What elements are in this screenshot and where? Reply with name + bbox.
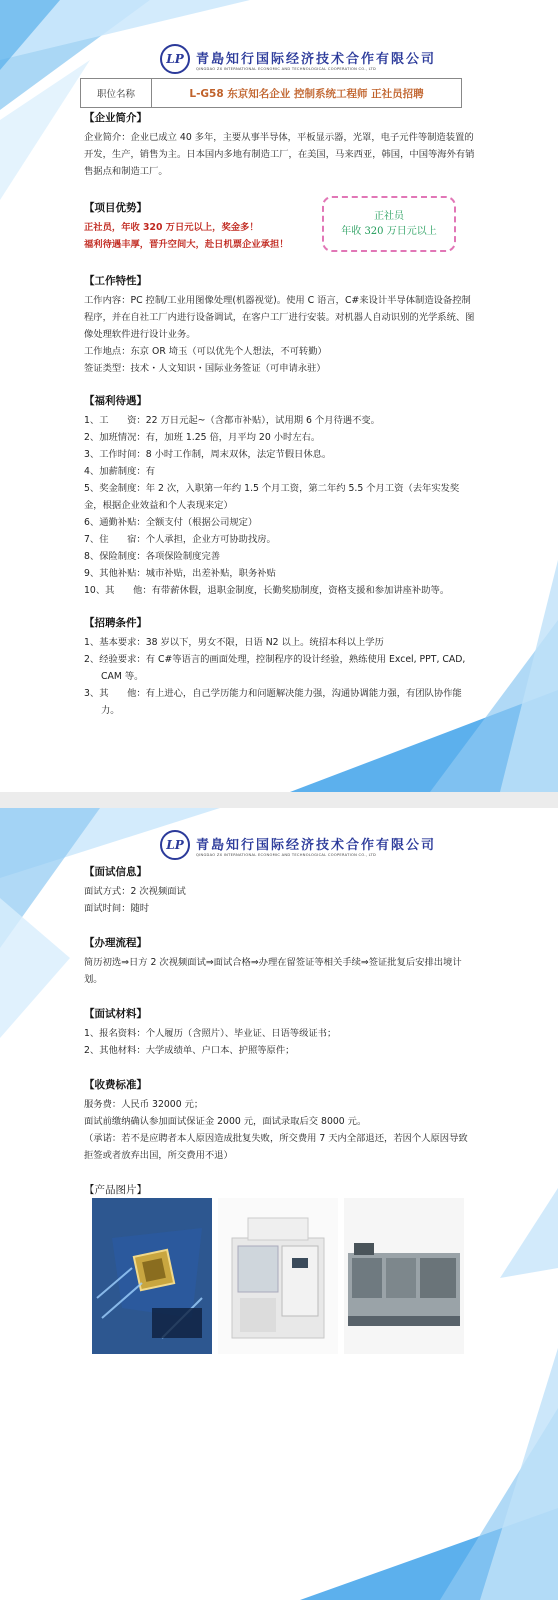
logo-mark: LP	[160, 44, 190, 74]
welfare-heading: 【福利待遇】	[84, 395, 147, 407]
process-text: 简历初选⇒日方 2 次视频面试⇒面试合格⇒办理在留签证等相关手续⇒签证批复后安排出境计划。	[84, 957, 462, 985]
materials-heading: 【面试材料】	[84, 1008, 147, 1020]
interview-time: 面试时间：随时	[84, 903, 150, 914]
page2-content	[84, 864, 476, 1201]
work-content: 工作内容：PC 控制/工业用图像处理(机器视觉)。使用 C 语言，C#来设计半导体制造设备控制程序，并在自社工厂内进行设备调试，在客户工厂进行安装。对机器人自动识别的光学系统、图像处理软件进行设计业务。	[84, 295, 475, 340]
welfare-item: 9、其他补贴：城市补贴，出差补贴，职务补贴	[84, 568, 276, 579]
stamp-line-2: 年收 320 万日元以上	[341, 226, 437, 237]
requirement-item: 3、其 他：有上进心，自己学历能力和问题解决能力强，沟通协调能力强，有团队协作能力。	[84, 688, 462, 716]
welfare-item: 10、其 他：有带薪休假，退职金制度，长勤奖励制度，资格支援和参加讲座补助等。	[84, 585, 450, 596]
company-name-cn: 青島知行国际经济技术合作有限公司	[196, 837, 437, 853]
company-name-en: QINGDAO ZX INTERNATIONAL ECONOMIC AND TECHNOLOGICAL COOPERATION CO., LTD	[196, 852, 377, 857]
company-name-en: QINGDAO ZX INTERNATIONAL ECONOMIC AND TECHNOLOGICAL COOPERATION CO., LTD	[196, 66, 377, 71]
company-logo	[160, 830, 436, 860]
work-location: 工作地点：东京 OR 埼玉（可以优先个人想法，不可转勤）	[84, 346, 327, 357]
product-photo-chip	[92, 1198, 212, 1354]
company-heading: 【企业简介】	[84, 112, 147, 124]
company-text: 企业简介：企业已成立 40 多年，主要从事半导体，平板显示器，光罩，电子元件等制造装置的开发，生产，销售为主。日本国内多地有制造工厂，在美国，马来西亚，韩国，中国等海外有销售据点和制造工厂。	[84, 132, 475, 177]
welfare-item: 8、保险制度：各项保险制度完善	[84, 551, 221, 562]
welfare-item: 1、工 资：22 万日元起~（含都市补贴），试用期 6 个月待遇不变。	[84, 415, 380, 426]
company-name-cn: 青島知行国际经济技术合作有限公司	[196, 51, 437, 67]
requirements-list	[84, 634, 476, 719]
product-photo-production-line	[344, 1198, 464, 1354]
welfare-item: 4、加薪制度：有	[84, 466, 155, 477]
products-heading: 【产品图片】	[84, 1184, 147, 1196]
fees-promise: （承诺：若不是应聘者本人原因造成批复失败，所交费用 7 天内全部退还，若因个人原因导致拒签或者放弃出国，所交费用不退）	[84, 1133, 468, 1161]
job-title: L-G58 东京知名企业 控制系统工程师 正社员招聘	[189, 87, 424, 100]
welfare-item: 7、住 宿：个人承担，企业方可协助找房。	[84, 534, 276, 545]
interview-method: 面试方式：2 次视频面试	[84, 886, 186, 897]
material-item: 1、报名资料：个人履历（含照片）、毕业证、日语等级证书；	[84, 1028, 337, 1039]
logo-mark: LP	[160, 830, 190, 860]
welfare-item: 3、工作时间：8 小时工作制，周末双休，法定节假日休息。	[84, 449, 332, 460]
material-item: 2、其他材料：大学成绩单、户口本、护照等原件；	[84, 1045, 295, 1056]
company-logo	[160, 44, 436, 74]
advantage-line-1: 正社员，年收 320 万日元以上，奖金多！	[84, 222, 259, 233]
work-visa: 签证类型：技术・人文知识・国际业务签证（可申请永驻）	[84, 363, 326, 374]
job-label: 职位名称	[81, 79, 152, 107]
advantage-line-2: 福利待遇丰厚，晋升空间大，赴日机票企业承担！	[84, 239, 289, 250]
product-photo-machine-white	[218, 1198, 338, 1354]
requirements-heading: 【招聘条件】	[84, 617, 147, 629]
interview-heading: 【面试信息】	[84, 866, 147, 878]
page-1	[0, 0, 558, 792]
requirement-item: 2、经验要求：有 C#等语言的画面处理，控制程序的设计经验，熟练使用 Excel, PPT, CAD, CAM 等。	[84, 654, 466, 682]
welfare-item: 6、通勤补贴：全额支付（根据公司规定）	[84, 517, 258, 528]
product-photos	[92, 1198, 464, 1354]
requirement-item: 1、基本要求：38 岁以下，男女不限，日语 N2 以上。统招本科以上学历	[84, 637, 384, 648]
page-separator	[0, 792, 558, 808]
fees-service: 服务费：人民币 32000 元；	[84, 1099, 204, 1110]
advantage-heading: 【项目优势】	[84, 202, 147, 214]
salary-stamp	[322, 196, 456, 252]
welfare-item: 2、加班情况：有，加班 1.25 倍，月平均 20 小时左右。	[84, 432, 321, 443]
work-heading: 【工作特性】	[84, 275, 147, 287]
fees-heading: 【收费标准】	[84, 1079, 147, 1091]
welfare-list	[84, 412, 476, 599]
fees-deposit: 面试前缴纳确认参加面试保证金 2000 元，面试录取后交 8000 元。	[84, 1116, 367, 1127]
welfare-item: 5、奖金制度：年 2 次，入职第一年约 1.5 个月工资，第二年约 5.5 个月工资（去年实发奖金，根据企业效益和个人表现来定）	[84, 483, 460, 511]
process-heading: 【办理流程】	[84, 937, 147, 949]
job-title-table	[80, 78, 462, 108]
stamp-line-1: 正社员	[374, 211, 404, 222]
